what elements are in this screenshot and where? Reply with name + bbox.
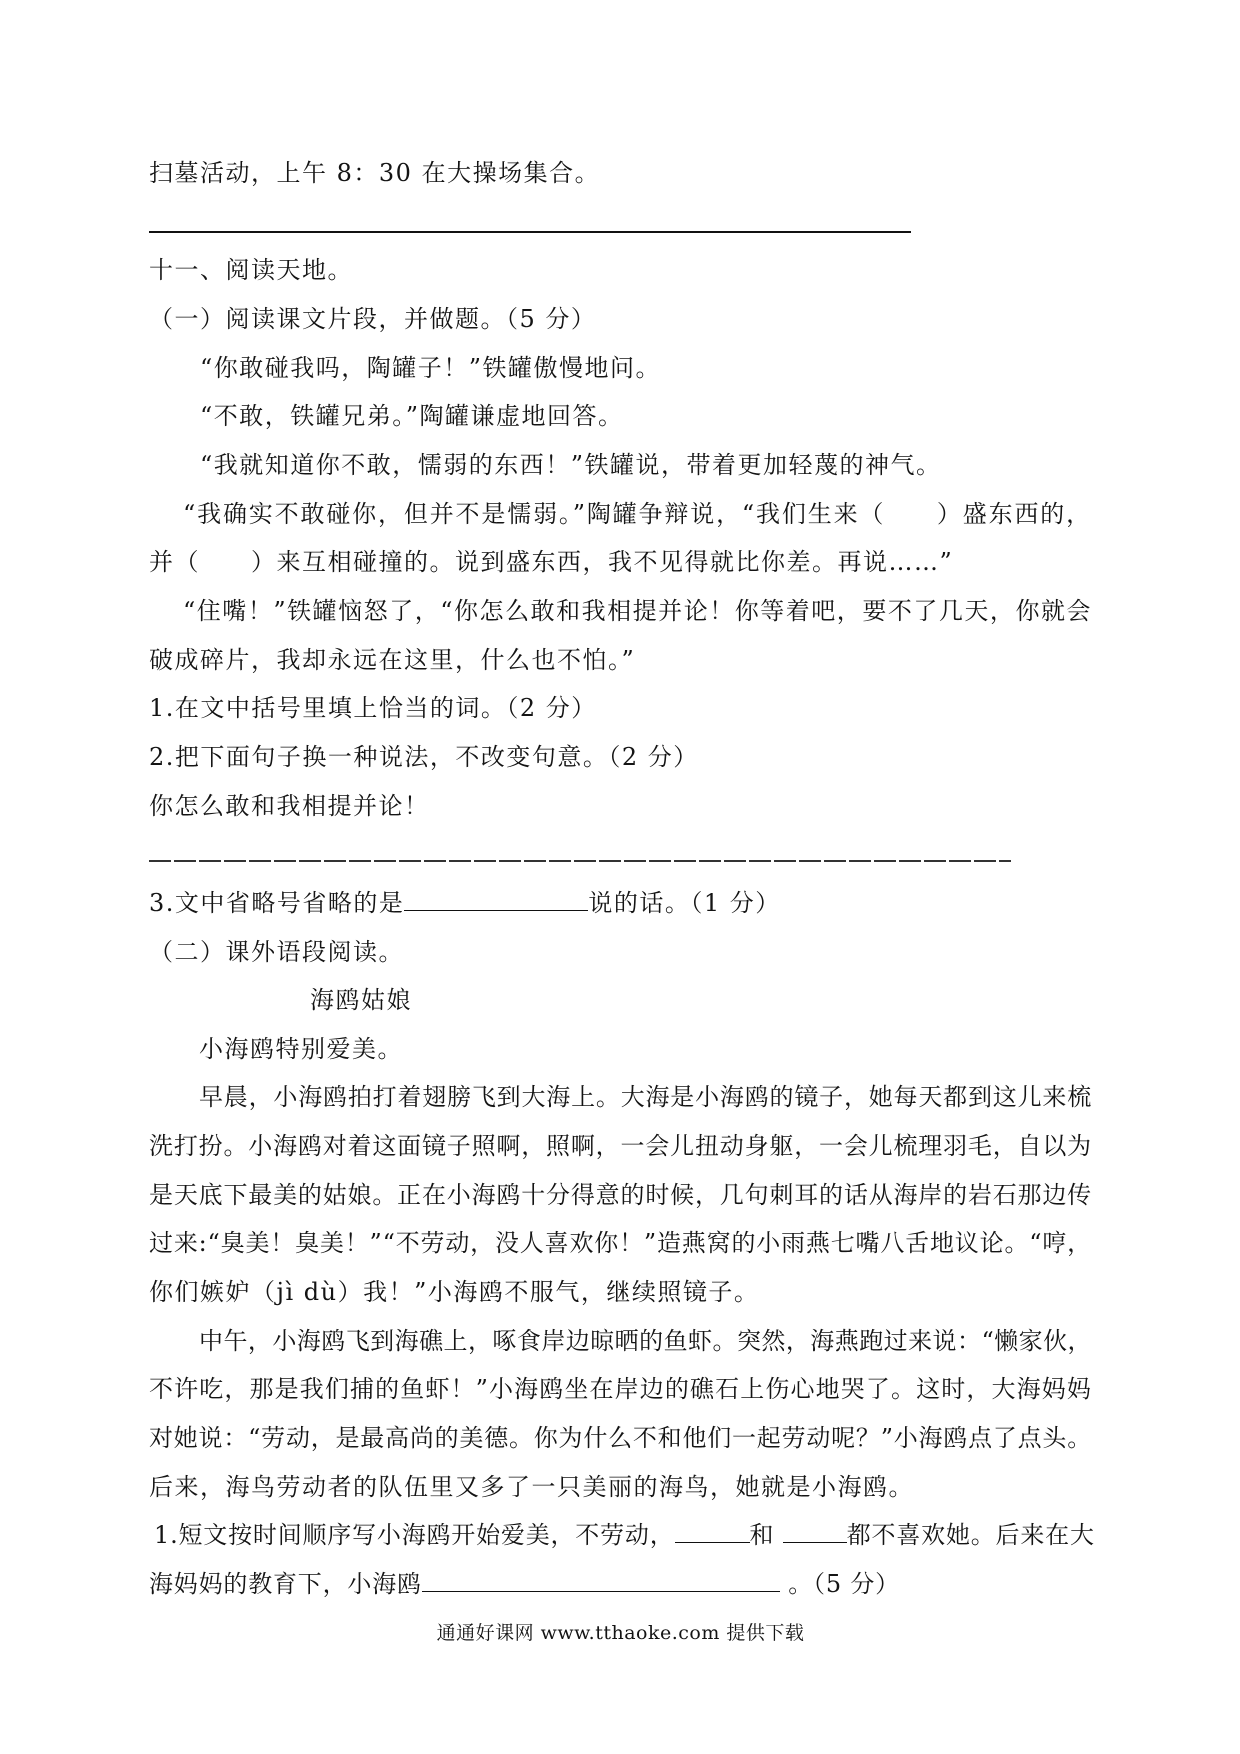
section-divider [149,231,911,233]
passage-text: 并（ ）来互相碰撞的。说到盛东西，我不见得就比你差。再说……” [149,548,954,577]
footer-credit-text: 通通好课网 www.tthaoke.com 提供下载 [436,1621,805,1644]
question-3-suffix: 说的话。（1 分） [588,888,781,917]
answer-line [149,860,1011,862]
continuation-text [149,149,1092,198]
passage-line [149,636,1092,685]
story-question-suffix: 。（5 分） [788,1570,900,1599]
story-text: 中午，小海鸥飞到海礁上，啄食岸边晾晒的鱼虾。突然，海燕跑过来说：“懒家伙， [199,1326,1092,1355]
story-question-prefix: 1.短文按时间顺序写小海鸥开始爱美，不劳动， [154,1521,675,1550]
story-text: 洗打扮。小海鸥对着这面镜子照啊，照啊，一会儿扭动身躯，一会儿梳理羽毛，自以为 [149,1132,1092,1161]
story-question-and: 和 [749,1521,775,1550]
story-text: 过来:“臭美！臭美！”“不劳动，没人喜欢你！”造燕窝的小雨燕七嘴八舌地议论。“哼， [149,1229,1092,1258]
story-text: 早晨，小海鸥拍打着翅膀飞到大海上。大海是小海鸥的镜子，她每天都到这儿来梳 [199,1083,1092,1112]
story-line [149,1171,1092,1220]
continuation-label: 扫墓活动，上午 8：30 在大操场集合。 [149,159,601,187]
passage-line [149,392,1092,441]
answer-line-row [149,830,1092,879]
story-title-text: 海鸥姑娘 [310,986,412,1015]
story-line [149,1122,1092,1171]
question-2-sentence [149,782,1092,831]
story-text: 对她说：“劳动，是最高尚的美德。你为什么不和他们一起劳动呢？”小海鸥点了点头。 [149,1424,1092,1453]
answer-blank [422,1567,780,1592]
story-line [149,1365,1092,1414]
passage-text: “我就知道你不敢，懦弱的东西！”铁罐说，带着更加轻蔑的神气。 [200,450,942,479]
story-line [149,1414,1092,1463]
story-text: 你们嫉妒（jì dù）我！”小海鸥不服气，继续照镜子。 [149,1278,760,1307]
passage-line [149,538,1092,587]
passage-line [149,587,1092,636]
story-line [149,1317,1092,1366]
story-text: 是天底下最美的姑娘。正在小海鸥十分得意的时候，几句刺耳的话从海岸的岩石那边传 [149,1180,1092,1209]
section-title [149,246,1092,295]
part-one-heading-label: （一）阅读课文片段，并做题。（5 分） [149,304,597,333]
section-title-label: 十一、阅读天地。 [149,256,353,285]
story-line [149,1268,1092,1317]
answer-blank [404,886,588,911]
question-2-sentence-text: 你怎么敢和我相提并论！ [149,791,430,820]
question-2-text: 2.把下面句子换一种说法，不改变句意。（2 分） [149,742,699,771]
question-1 [149,684,1092,733]
passage-text: “你敢碰我吗，陶罐子！”铁罐傲慢地问。 [200,353,662,382]
answer-blank [783,1518,847,1543]
story-question-continued: 海妈妈的教育下，小海鸥 [149,1570,422,1599]
footer-credit [149,1609,1092,1658]
story-question-line [149,1511,1095,1560]
story-line [149,1219,1092,1268]
question-2 [149,733,1092,782]
story-line [149,1025,1092,1074]
story-text: 后来，海鸟劳动者的队伍里又多了一只美丽的海鸟，她就是小海鸥。 [149,1472,914,1501]
question-3-prefix: 3.文中省略号省略的是 [149,888,405,917]
story-text: 小海鸥特别爱美。 [199,1034,403,1063]
passage-text: “住嘴！”铁罐恼怒了，“你怎么敢和我相提并论！你等着吧，要不了几天，你就会 [183,596,1092,625]
exam-page [149,149,1095,1657]
passage-line [149,344,1092,393]
question-1-text: 1.在文中括号里填上恰当的词。（2 分） [149,694,597,723]
passage-text: “不敢，铁罐兄弟。”陶罐谦虚地回答。 [200,402,624,431]
passage-text: 破成碎片，我却永远在这里，什么也不怕。” [149,645,636,674]
story-line [149,1073,1092,1122]
part-one-heading [149,295,1092,344]
passage-line [149,441,1092,490]
story-question-middle: 都不喜欢她。后来在大 [846,1521,1095,1550]
answer-blank [675,1518,750,1543]
story-line [149,1463,1092,1512]
story-title [149,976,1092,1025]
question-3 [149,879,1092,928]
part-two-heading-label: （二）课外语段阅读。 [149,937,404,966]
story-question-line [149,1560,1092,1609]
divider-row [149,198,1092,247]
passage-line [149,490,1092,539]
story-text: 不许吃，那是我们捕的鱼虾！”小海鸥坐在岸边的礁石上伤心地哭了。这时，大海妈妈 [149,1375,1092,1404]
passage-text: “我确实不敢碰你，但并不是懦弱。”陶罐争辩说，“我们生来（ ）盛东西的， [183,499,1092,528]
part-two-heading [149,928,1092,977]
